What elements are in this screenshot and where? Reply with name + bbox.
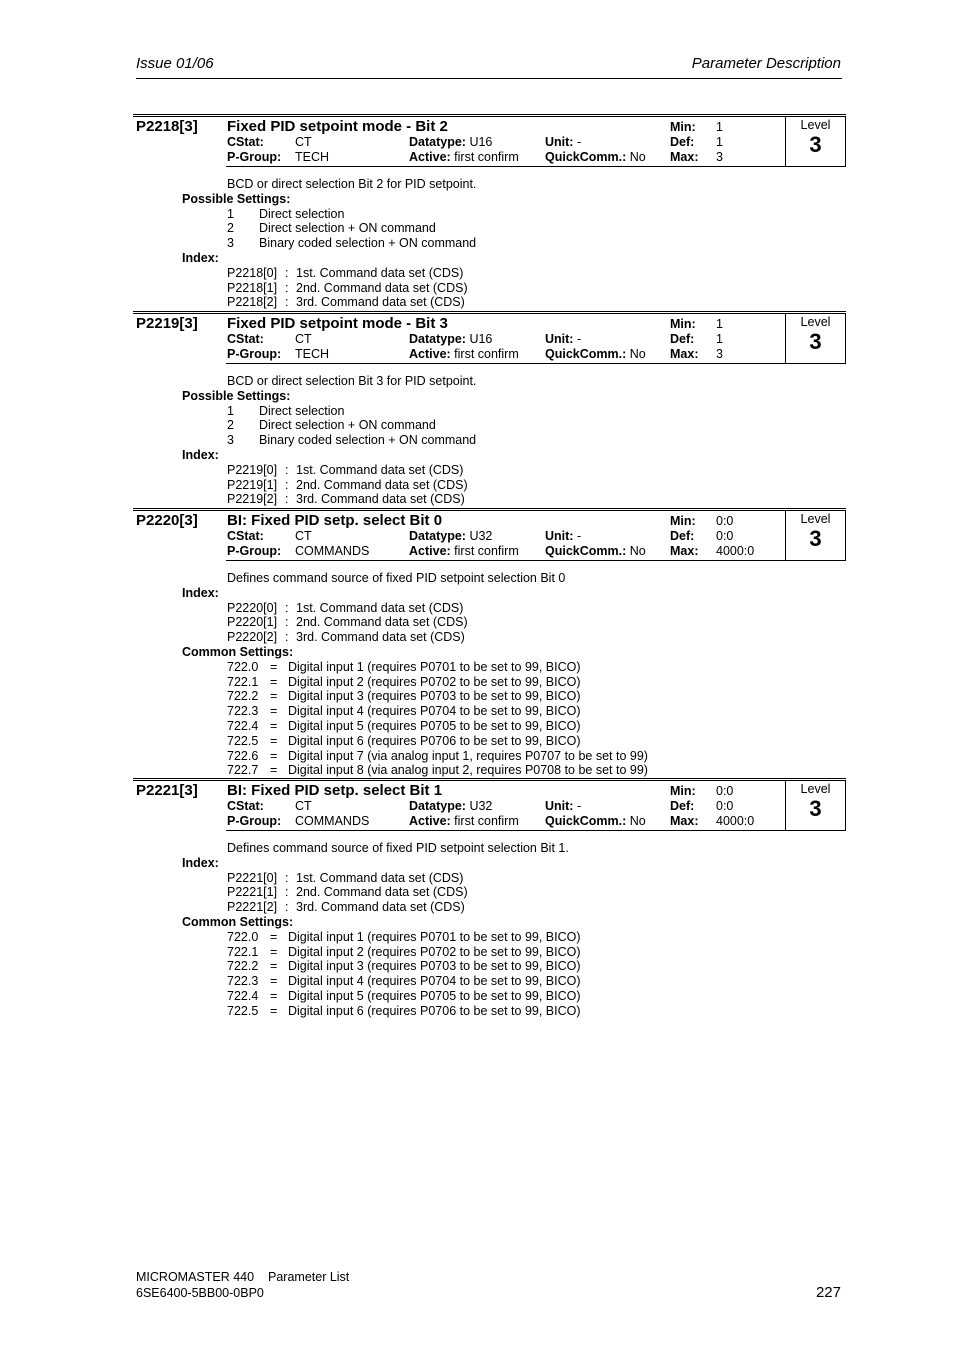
datatype-value: U16: [469, 332, 493, 346]
datatype-label: Datatype:: [409, 332, 466, 346]
parameter-id: P2219[3]: [136, 315, 198, 332]
active-label: Active:: [409, 347, 451, 361]
min-label: Min:: [670, 514, 696, 528]
common-setting-equals: =: [270, 659, 278, 674]
active-value: first confirm: [454, 544, 519, 558]
parameter-top-rule: [133, 778, 846, 779]
level-label: Level: [800, 315, 831, 329]
common-settings-label: Common Settings:: [182, 645, 294, 659]
pgroup-label: P-Group:: [227, 814, 282, 828]
index-id: P2219[0]: [227, 462, 278, 477]
def-label: Def:: [670, 332, 695, 346]
setting-number: 1: [227, 206, 234, 221]
def-value: 1: [716, 332, 723, 346]
common-setting-equals: =: [270, 929, 278, 944]
index-colon: :: [285, 630, 289, 645]
common-setting-text: Digital input 5 (requires P0705 to be set to 99, BICO): [288, 989, 581, 1003]
unit-value: -: [576, 529, 582, 543]
index-colon: :: [285, 492, 289, 507]
index-colon: :: [285, 900, 289, 915]
common-setting-equals: =: [270, 733, 278, 748]
header-section-title: Parameter Description: [691, 55, 841, 72]
setting-text: Binary coded selection + ON command: [259, 433, 477, 448]
index-text: 1st. Command data set (CDS): [296, 265, 464, 280]
max-value: 4000:0: [716, 814, 755, 828]
datatype-value: U32: [469, 799, 493, 813]
setting-number: 2: [227, 418, 234, 433]
common-setting-text: Digital input 2 (requires P0702 to be set to 99, BICO): [288, 674, 581, 689]
common-setting-equals: =: [270, 674, 278, 689]
parameter-header-rule: [226, 560, 846, 561]
common-setting-equals: =: [270, 763, 278, 778]
footer-doc-type: Parameter List: [268, 1270, 350, 1284]
pgroup-label: P-Group:: [227, 347, 282, 361]
index-id: P2218[1]: [227, 280, 278, 295]
setting-text: Binary coded selection + ON command: [259, 236, 477, 251]
common-setting-value: 722.4: [227, 719, 259, 733]
index-colon: :: [285, 462, 289, 477]
common-setting-value: 722.1: [227, 944, 259, 959]
max-label: Max:: [670, 347, 699, 361]
datatype-field: [409, 799, 492, 813]
def-value: 0:0: [716, 529, 734, 543]
max-label: Max:: [670, 150, 699, 164]
common-setting-text: Digital input 4 (requires P0704 to be set to 99, BICO): [288, 704, 581, 719]
page-number: 227: [815, 1284, 841, 1301]
footer-product-name: MICROMASTER 440: [136, 1270, 255, 1284]
common-setting-value: 722.6: [227, 748, 259, 763]
setting-number: 2: [227, 221, 234, 236]
common-setting-value: 722.7: [227, 763, 259, 778]
parameter-description: Defines command source of fixed PID setpoint selection Bit 1.: [227, 841, 569, 855]
index-id: P2221[0]: [227, 870, 278, 885]
pgroup-label: P-Group:: [227, 150, 282, 164]
index-colon: :: [285, 265, 289, 280]
index-text: 3rd. Command data set (CDS): [296, 900, 465, 915]
common-setting-value: 722.3: [227, 974, 259, 989]
pgroup-label: P-Group:: [227, 544, 282, 558]
min-label: Min:: [670, 317, 696, 331]
cstat-value: CT: [295, 332, 312, 346]
parameter-top-rule: [133, 508, 846, 509]
active-label: Active:: [409, 544, 451, 558]
common-setting-value: 722.2: [227, 689, 259, 704]
index-colon: :: [285, 600, 289, 615]
parameter-top-rule: [133, 313, 846, 314]
parameter-description: BCD or direct selection Bit 3 for PID setpoint.: [227, 374, 477, 388]
index-id: P2218[0]: [227, 265, 278, 280]
common-setting-equals: =: [270, 974, 278, 989]
common-setting-text: Digital input 6 (requires P0706 to be set to 99, BICO): [288, 1003, 581, 1018]
quickcomm-label: QuickComm.:: [545, 544, 627, 558]
common-setting-text: Digital input 7 (via analog input 1, requires P0707 to be set to 99): [288, 748, 648, 763]
cstat-value: CT: [295, 799, 312, 813]
index-text: 2nd. Command data set (CDS): [296, 615, 468, 630]
common-setting-equals: =: [270, 689, 278, 704]
setting-text: Direct selection: [259, 403, 345, 418]
datatype-field: [409, 135, 492, 149]
def-value: 1: [716, 135, 723, 149]
level-box: [785, 116, 846, 167]
unit-field: [545, 529, 581, 543]
def-value: 0:0: [716, 799, 734, 813]
index-colon: :: [285, 870, 289, 885]
index-id: P2220[2]: [227, 630, 278, 645]
datatype-field: [409, 332, 492, 346]
parameter-top-rule: [133, 510, 846, 511]
common-setting-equals: =: [270, 944, 278, 959]
unit-value: -: [576, 135, 582, 149]
index-label: Index:: [182, 448, 219, 462]
common-setting-equals: =: [270, 704, 278, 719]
index-label: Index:: [182, 251, 219, 265]
min-label: Min:: [670, 120, 696, 134]
index-text: 2nd. Command data set (CDS): [296, 477, 468, 492]
parameter-top-rule: [133, 311, 846, 312]
parameter-title: Fixed PID setpoint mode - Bit 3: [227, 315, 448, 332]
active-field: [409, 150, 519, 164]
active-field: [409, 544, 519, 558]
parameter-header-rule: [226, 830, 846, 831]
min-value: 0:0: [716, 784, 734, 798]
parameter-description: BCD or direct selection Bit 2 for PID setpoint.: [227, 177, 477, 191]
footer-order-number: 6SE6400-5BB00-0BP0: [136, 1286, 264, 1300]
max-value: 4000:0: [716, 544, 755, 558]
active-field: [409, 814, 519, 828]
index-text: 2nd. Command data set (CDS): [296, 885, 468, 900]
unit-label: Unit:: [545, 799, 574, 813]
setting-text: Direct selection: [259, 206, 345, 221]
common-setting-value: 722.0: [227, 659, 259, 674]
index-colon: :: [285, 477, 289, 492]
active-value: first confirm: [454, 347, 519, 361]
active-value: first confirm: [454, 150, 519, 164]
footer-product: [136, 1270, 349, 1284]
unit-label: Unit:: [545, 135, 574, 149]
possible-settings-label: Possible Settings:: [182, 388, 291, 403]
common-setting-text: Digital input 8 (via analog input 2, requires P0708 to be set to 99): [288, 763, 648, 778]
parameter-id: P2220[3]: [136, 512, 198, 529]
cstat-label: CStat:: [227, 332, 264, 346]
cstat-value: CT: [295, 529, 312, 543]
active-label: Active:: [409, 814, 451, 828]
setting-number: 3: [227, 433, 234, 448]
index-id: P2219[1]: [227, 477, 278, 492]
quickcomm-value: No: [629, 347, 646, 361]
max-label: Max:: [670, 814, 699, 828]
quickcomm-label: QuickComm.:: [545, 150, 627, 164]
quickcomm-label: QuickComm.:: [545, 814, 627, 828]
def-label: Def:: [670, 529, 695, 543]
index-label: Index:: [182, 855, 219, 870]
index-text: 3rd. Command data set (CDS): [296, 492, 465, 507]
min-value: 1: [716, 317, 723, 331]
quickcomm-field: [545, 347, 646, 361]
index-colon: :: [285, 885, 289, 900]
common-setting-value: 722.2: [227, 959, 259, 974]
index-text: 1st. Command data set (CDS): [296, 462, 464, 477]
pgroup-value: TECH: [295, 150, 330, 164]
level-box: [785, 313, 846, 364]
common-setting-value: 722.4: [227, 989, 259, 1003]
pgroup-value: COMMANDS: [295, 544, 370, 558]
parameter-title: BI: Fixed PID setp. select Bit 0: [227, 512, 443, 529]
index-label: Index:: [182, 585, 219, 600]
common-settings-label: Common Settings:: [182, 915, 294, 929]
possible-settings-label: Possible Settings:: [182, 191, 291, 206]
quickcomm-value: No: [629, 814, 646, 828]
quickcomm-value: No: [629, 150, 646, 164]
unit-field: [545, 799, 581, 813]
parameter-title: Fixed PID setpoint mode - Bit 2: [227, 118, 448, 135]
def-label: Def:: [670, 799, 695, 813]
parameter-description: Defines command source of fixed PID setpoint selection Bit 0: [227, 571, 566, 585]
common-setting-text: Digital input 2 (requires P0702 to be set to 99, BICO): [288, 944, 581, 959]
common-setting-text: Digital input 3 (requires P0703 to be set to 99, BICO): [288, 959, 581, 974]
common-setting-value: 722.1: [227, 674, 259, 689]
min-label: Min:: [670, 784, 696, 798]
common-setting-text: Digital input 5 (requires P0705 to be set to 99, BICO): [288, 719, 581, 733]
datatype-field: [409, 529, 492, 543]
header-rule: [136, 78, 842, 79]
index-text: 3rd. Command data set (CDS): [296, 630, 465, 645]
parameter-top-rule: [133, 116, 846, 117]
quickcomm-label: QuickComm.:: [545, 347, 627, 361]
level-label: Level: [800, 512, 831, 526]
level-box: [785, 780, 846, 831]
setting-text: Direct selection + ON command: [259, 418, 436, 433]
common-setting-text: Digital input 3 (requires P0703 to be set to 99, BICO): [288, 689, 581, 704]
header-issue: Issue 01/06: [136, 55, 214, 72]
index-colon: :: [285, 280, 289, 295]
common-setting-value: 722.5: [227, 1003, 259, 1018]
level-value: 3: [809, 329, 822, 354]
min-value: 1: [716, 120, 723, 134]
common-setting-equals: =: [270, 748, 278, 763]
unit-value: -: [576, 799, 582, 813]
parameter-id: P2218[3]: [136, 118, 198, 135]
max-label: Max:: [670, 544, 699, 558]
common-setting-equals: =: [270, 719, 278, 733]
pgroup-value: COMMANDS: [295, 814, 370, 828]
unit-field: [545, 332, 581, 346]
level-label: Level: [800, 782, 831, 796]
parameter-header-rule: [226, 363, 846, 364]
parameter-top-rule: [133, 114, 846, 115]
common-setting-text: Digital input 6 (requires P0706 to be set to 99, BICO): [288, 733, 581, 748]
index-text: 1st. Command data set (CDS): [296, 600, 464, 615]
common-setting-text: Digital input 1 (requires P0701 to be set to 99, BICO): [288, 659, 581, 674]
min-value: 0:0: [716, 514, 734, 528]
cstat-value: CT: [295, 135, 312, 149]
quickcomm-field: [545, 814, 646, 828]
cstat-label: CStat:: [227, 529, 264, 543]
max-value: 3: [716, 150, 723, 164]
index-id: P2221[2]: [227, 900, 278, 915]
level-value: 3: [809, 526, 822, 551]
level-label: Level: [800, 118, 831, 132]
datatype-label: Datatype:: [409, 529, 466, 543]
index-text: 3rd. Command data set (CDS): [296, 295, 465, 310]
quickcomm-field: [545, 544, 646, 558]
parameter-title: BI: Fixed PID setp. select Bit 1: [227, 782, 443, 799]
index-id: P2221[1]: [227, 885, 278, 900]
common-setting-value: 722.0: [227, 929, 259, 944]
setting-number: 1: [227, 403, 234, 418]
common-setting-value: 722.5: [227, 733, 259, 748]
common-setting-text: Digital input 1 (requires P0701 to be set to 99, BICO): [288, 929, 581, 944]
level-value: 3: [809, 796, 822, 821]
level-box: [785, 510, 846, 561]
unit-value: -: [576, 332, 582, 346]
parameter-header-rule: [226, 166, 846, 167]
unit-field: [545, 135, 581, 149]
index-text: 1st. Command data set (CDS): [296, 870, 464, 885]
active-value: first confirm: [454, 814, 519, 828]
setting-number: 3: [227, 236, 234, 251]
common-setting-equals: =: [270, 959, 278, 974]
pgroup-value: TECH: [295, 347, 330, 361]
common-setting-equals: =: [270, 1003, 278, 1018]
index-colon: :: [285, 295, 289, 310]
level-value: 3: [809, 132, 822, 157]
datatype-label: Datatype:: [409, 799, 466, 813]
active-field: [409, 347, 519, 361]
quickcomm-value: No: [629, 544, 646, 558]
common-setting-text: Digital input 4 (requires P0704 to be set to 99, BICO): [288, 974, 581, 989]
index-id: P2218[2]: [227, 295, 278, 310]
quickcomm-field: [545, 150, 646, 164]
parameter-id: P2221[3]: [136, 782, 198, 799]
common-setting-value: 722.3: [227, 704, 259, 719]
datatype-label: Datatype:: [409, 135, 466, 149]
index-id: P2220[0]: [227, 600, 278, 615]
index-colon: :: [285, 615, 289, 630]
index-id: P2219[2]: [227, 492, 278, 507]
index-text: 2nd. Command data set (CDS): [296, 280, 468, 295]
setting-text: Direct selection + ON command: [259, 221, 436, 236]
datatype-value: U16: [469, 135, 493, 149]
def-label: Def:: [670, 135, 695, 149]
datatype-value: U32: [469, 529, 493, 543]
max-value: 3: [716, 347, 723, 361]
index-id: P2220[1]: [227, 615, 278, 630]
cstat-label: CStat:: [227, 135, 264, 149]
parameter-top-rule: [133, 780, 846, 781]
unit-label: Unit:: [545, 529, 574, 543]
cstat-label: CStat:: [227, 799, 264, 813]
active-label: Active:: [409, 150, 451, 164]
common-setting-equals: =: [270, 989, 278, 1003]
unit-label: Unit:: [545, 332, 574, 346]
